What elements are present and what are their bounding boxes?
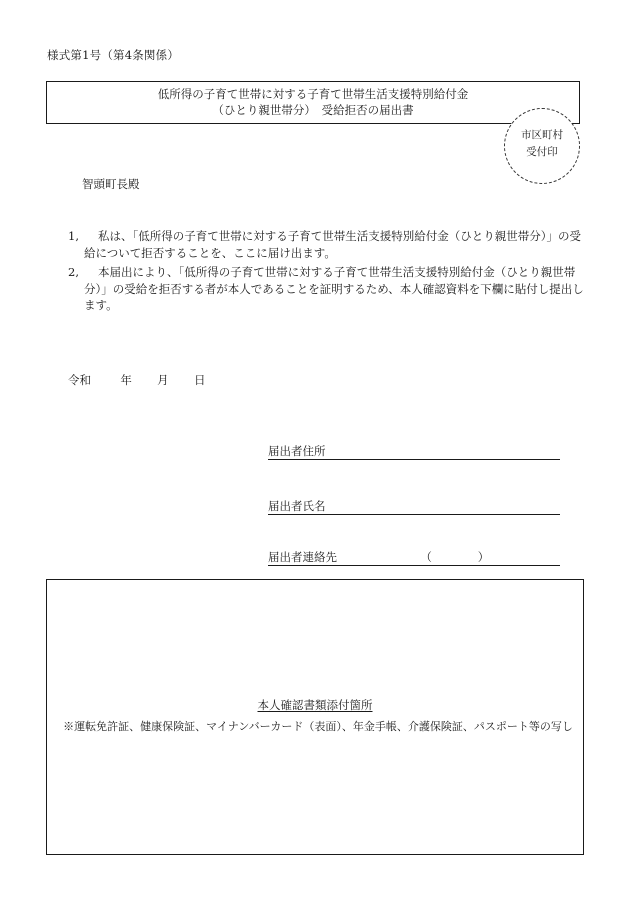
stamp-line-1: 市区町村 [521, 129, 563, 141]
addressee: 智頭町長殿 [82, 177, 140, 191]
contact-field[interactable] [268, 550, 560, 566]
title-line-2: （ひとり親世帯分） 受給拒否の届出書 [212, 103, 414, 117]
name-field[interactable] [268, 499, 560, 515]
stamp-line-2: 受付印 [526, 146, 558, 158]
clause-text: 本届出により、「低所得の子育て世帯に対する子育て世帯生活支援特別給付金（ひとり親世帯分）」の受給を拒否する者が本人であることを証明するため、本人確認資料を下欄に貼付し提出します。 [84, 265, 584, 312]
date-month: 月 [157, 373, 169, 387]
date-line [68, 372, 205, 388]
clause-number: 2, [68, 265, 79, 279]
id-document-attachment-box [46, 579, 584, 855]
address-field[interactable] [268, 444, 560, 460]
id-section-title: 本人確認書類添付箇所 [257, 698, 373, 712]
clause-number: 1, [68, 229, 79, 243]
contact-paren: （ ） [420, 550, 490, 564]
date-era: 令和 [68, 373, 91, 387]
clause-1 [68, 228, 588, 261]
clause-text: 私は、「低所得の子育て世帯に対する子育て世帯生活支援特別給付金（ひとり親世帯分）」の受給について拒否することを、ここに届け出ます。 [84, 229, 581, 260]
contact-label: 届出者連絡先 [268, 550, 337, 564]
id-section-note: ※運転免許証、健康保険証、マイナンバーカード（表面）、年金手帳、介護保険証、パスポート等の写し [63, 720, 573, 733]
name-label: 届出者氏名 [268, 499, 326, 513]
clause-2 [68, 264, 588, 314]
form-number: 様式第1号（第4条関係） [47, 48, 180, 62]
address-label: 届出者住所 [268, 444, 326, 458]
date-year: 年 [120, 373, 132, 387]
title-box [46, 81, 580, 124]
date-day: 日 [193, 373, 206, 387]
title-line-1: 低所得の子育て世帯に対する子育て世帯生活支援特別給付金 [157, 87, 469, 101]
reception-stamp-circle [504, 108, 580, 184]
